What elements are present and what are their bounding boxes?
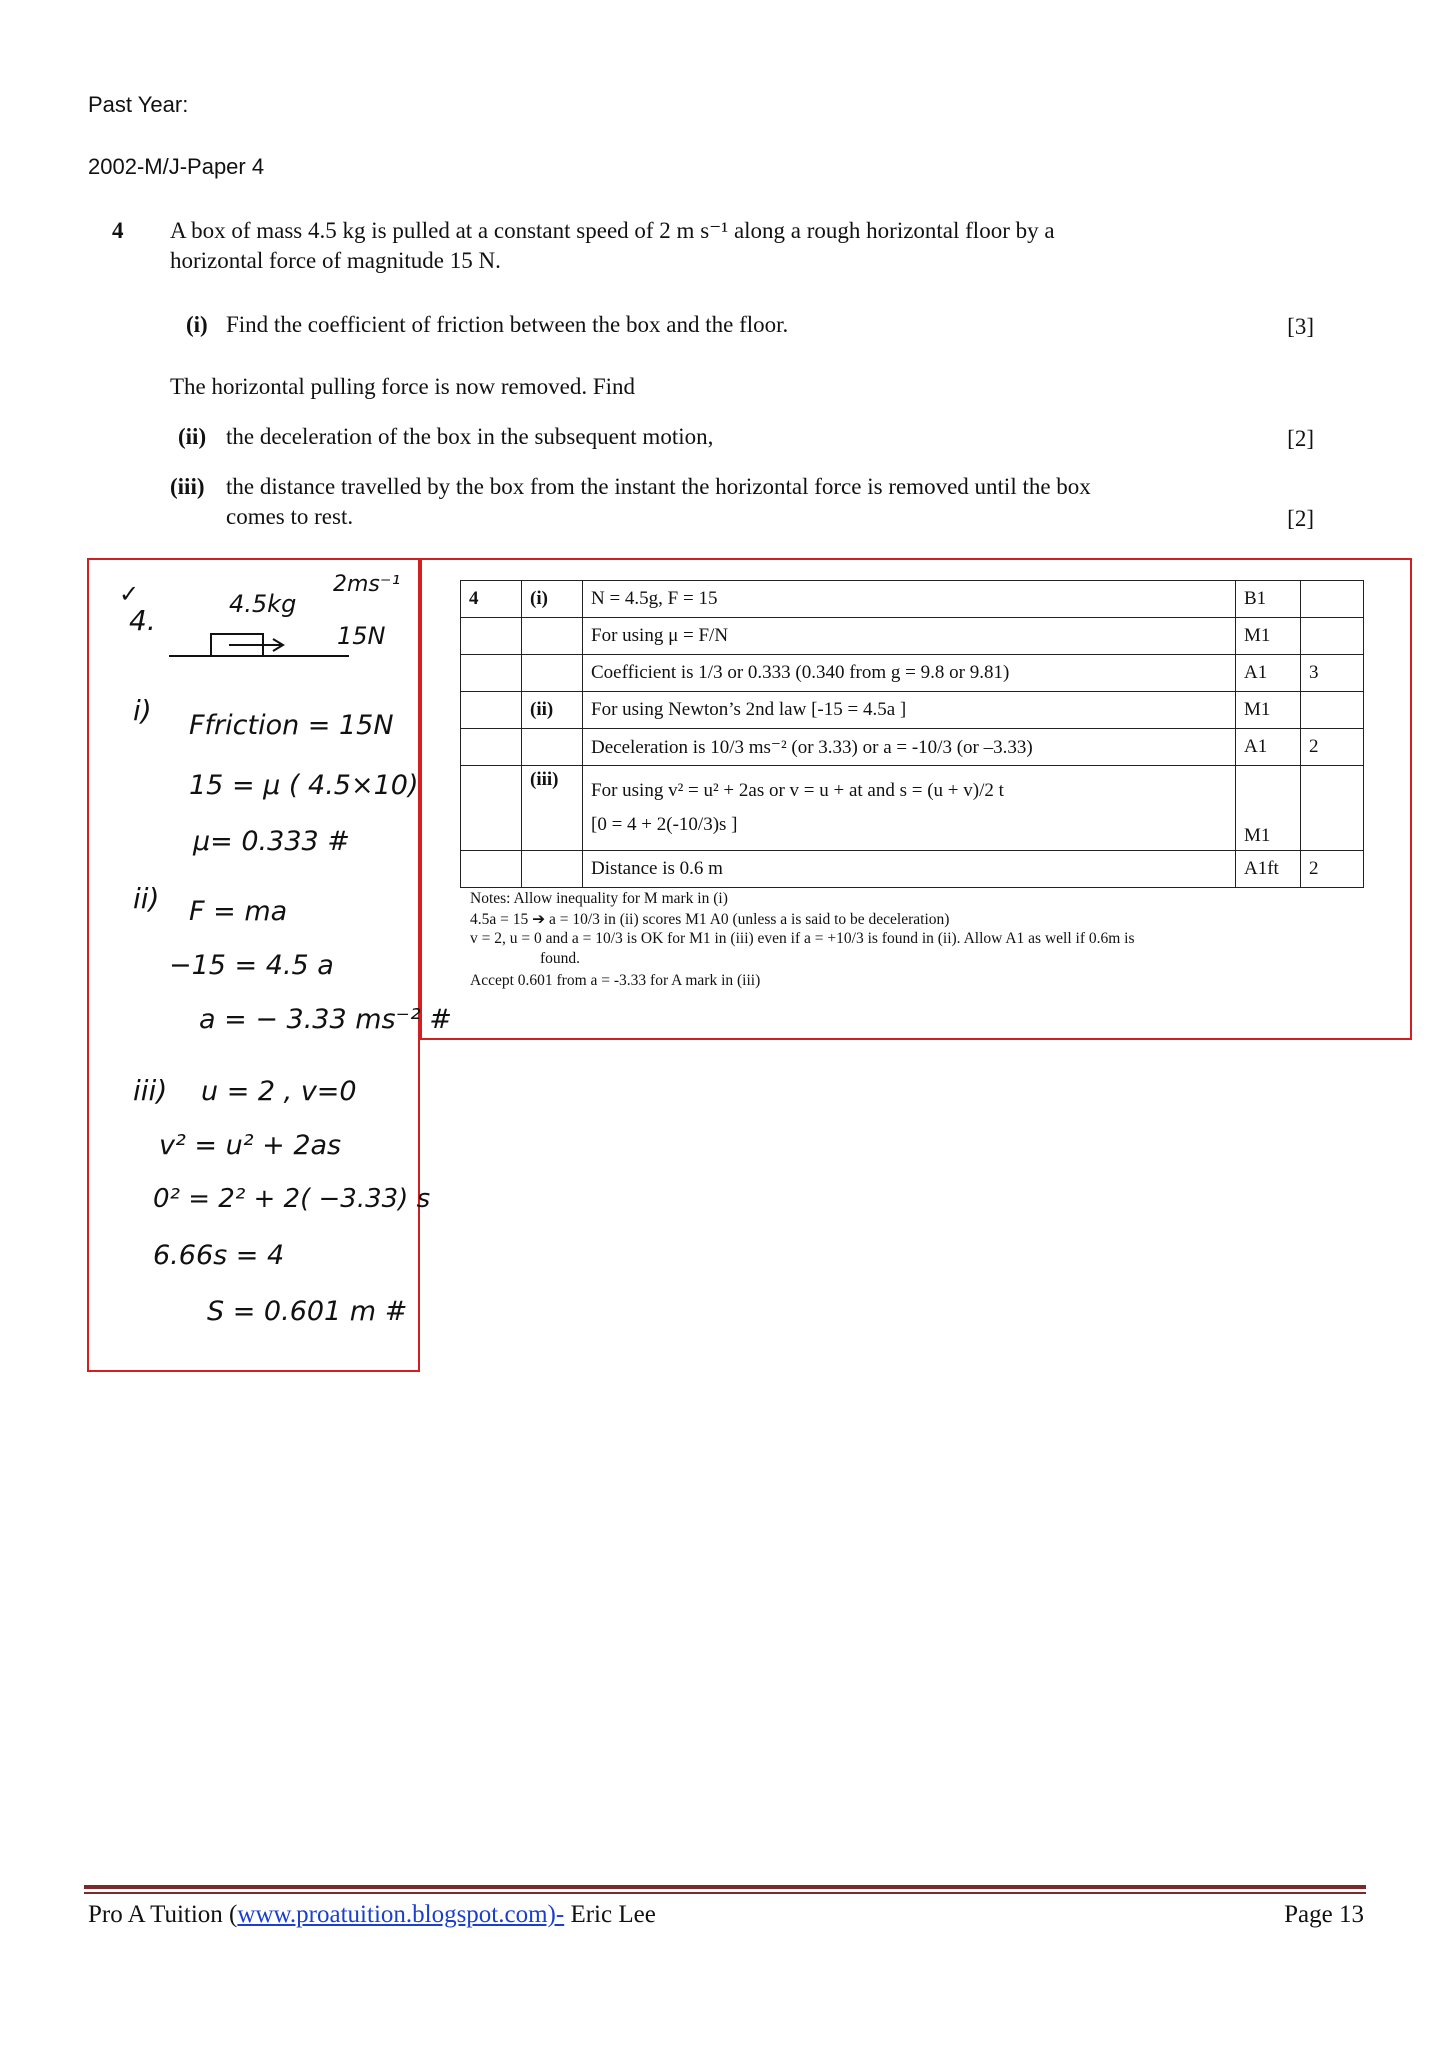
table-row bbox=[461, 655, 1364, 692]
cell-question bbox=[461, 729, 522, 766]
mark-scheme-table bbox=[460, 580, 1364, 888]
diagram-speed-label: 2ms⁻¹ bbox=[333, 572, 401, 597]
cell-mark: M1 bbox=[1236, 618, 1301, 655]
part-iii-text-line1: the distance travelled by the box from the instant the horizontal force is removed until the box bbox=[226, 474, 1091, 499]
part-i-text: Find the coefficient of friction between the box and the floor. bbox=[226, 312, 789, 337]
cell-mark: A1 bbox=[1236, 729, 1301, 766]
cell-text: N = 4.5g, F = 15 bbox=[583, 581, 1236, 618]
working-ii-line2: −15 = 4.5 a bbox=[169, 950, 334, 981]
cell-text: For using μ = F/N bbox=[583, 618, 1236, 655]
cell-question bbox=[461, 851, 522, 888]
note-line: 4.5a = 15 ➔ a = 10/3 in (ii) scores M1 A0 (unless a is said to be deceleration) bbox=[470, 911, 950, 928]
part-iii-text-line2: comes to rest. bbox=[226, 504, 354, 529]
working-iii-line3: 0² = 2² + 2( −3.33) s bbox=[153, 1184, 431, 1214]
cell-question bbox=[461, 692, 522, 729]
footer-brand: Pro A Tuition ( bbox=[88, 1901, 238, 1928]
working-iii-line5: S = 0.601 m # bbox=[207, 1296, 408, 1327]
table-row bbox=[461, 729, 1364, 766]
part-ii-marks: [2] bbox=[1287, 426, 1314, 451]
cell-text: Distance is 0.6 m bbox=[583, 851, 1236, 888]
working-iii-line4: 6.66s = 4 bbox=[153, 1240, 285, 1271]
cell-total: 3 bbox=[1301, 655, 1364, 692]
working-question-number: 4. bbox=[129, 604, 156, 637]
cell-part: (iii) bbox=[522, 766, 583, 851]
part-i-label: (i) bbox=[186, 312, 208, 337]
cell-total bbox=[1301, 766, 1364, 851]
cell-question bbox=[461, 618, 522, 655]
cell-text bbox=[583, 766, 1236, 851]
part-ii-text: the deceleration of the box in the subsequent motion, bbox=[226, 424, 714, 449]
cell-text: For using Newton’s 2nd law [-15 = 4.5a ] bbox=[583, 692, 1236, 729]
question-stem-line2: horizontal force of magnitude 15 N. bbox=[170, 248, 501, 273]
cell-total bbox=[1301, 692, 1364, 729]
working-ii-line1: F = ma bbox=[189, 896, 288, 927]
footer-rule-thick bbox=[84, 1885, 1366, 1889]
cell-total bbox=[1301, 618, 1364, 655]
diagram-mass-label: 4.5kg bbox=[229, 590, 297, 618]
cell-text: Coefficient is 1/3 or 0.333 (0.340 from g = 9.8 or 9.81) bbox=[583, 655, 1236, 692]
table-row bbox=[461, 618, 1364, 655]
cell-question: 4 bbox=[461, 581, 522, 618]
cell-part: (ii) bbox=[522, 692, 583, 729]
table-row bbox=[461, 581, 1364, 618]
working-part-i-label: i) bbox=[133, 694, 152, 727]
cell-part: (i) bbox=[522, 581, 583, 618]
table-row bbox=[461, 692, 1364, 729]
working-i-line1: Ffriction = 15N bbox=[189, 710, 394, 741]
question-intro: The horizontal pulling force is now removed. Find bbox=[170, 374, 636, 399]
footer-rule-thin bbox=[84, 1892, 1366, 1894]
cell-total: 2 bbox=[1301, 851, 1364, 888]
working-part-ii-label: ii) bbox=[133, 882, 160, 915]
tick-mark: ✓ bbox=[119, 580, 140, 608]
cell-question bbox=[461, 766, 522, 851]
question-stem-line1: A box of mass 4.5 kg is pulled at a constant speed of 2 m s⁻¹ along a rough horizontal floor by a bbox=[170, 218, 1055, 243]
part-iii-label: (iii) bbox=[170, 474, 205, 499]
cell-total bbox=[1301, 581, 1364, 618]
note-line: Notes: Allow inequality for M mark in (i) bbox=[470, 890, 728, 907]
part-iii-marks: [2] bbox=[1287, 506, 1314, 531]
cell-question bbox=[461, 655, 522, 692]
cell-mark: A1ft bbox=[1236, 851, 1301, 888]
cell-mark: M1 bbox=[1236, 766, 1301, 851]
table-row bbox=[461, 766, 1364, 851]
note-line: Accept 0.601 from a = -3.33 for A mark in (iii) bbox=[470, 972, 761, 989]
working-iii-line1: u = 2 , v=0 bbox=[201, 1076, 357, 1107]
part-ii-label: (ii) bbox=[178, 424, 207, 449]
footer-page-number: Page 13 bbox=[1284, 1901, 1364, 1928]
footer-left bbox=[88, 1901, 656, 1929]
cell-text-line1: For using v² = u² + 2as or v = u + at and s = (u + v)/2 t bbox=[591, 780, 1004, 801]
part-i-marks: [3] bbox=[1287, 314, 1314, 339]
header-past-year: Past Year: bbox=[88, 92, 189, 117]
cell-part bbox=[522, 729, 583, 766]
cell-text: Deceleration is 10/3 ms⁻² (or 3.33) or a = -10/3 (or –3.33) bbox=[583, 729, 1236, 766]
footer-website-link[interactable]: www.proatuition.blogspot.com)- bbox=[237, 1901, 565, 1928]
cell-part bbox=[522, 851, 583, 888]
working-part-iii-label: iii) bbox=[133, 1074, 168, 1107]
cell-mark: B1 bbox=[1236, 581, 1301, 618]
working-i-line2: 15 = μ ( 4.5×10) bbox=[189, 770, 419, 801]
cell-mark: M1 bbox=[1236, 692, 1301, 729]
cell-total: 2 bbox=[1301, 729, 1364, 766]
diagram-force-label: 15N bbox=[337, 622, 386, 650]
cell-part bbox=[522, 655, 583, 692]
cell-mark: A1 bbox=[1236, 655, 1301, 692]
table-row bbox=[461, 851, 1364, 888]
note-line: v = 2, u = 0 and a = 10/3 is OK for M1 in (iii) even if a = +10/3 is found in (ii). Allow A1 as well if 0.6m is bbox=[470, 930, 1135, 947]
working-iii-line2: v² = u² + 2as bbox=[159, 1130, 342, 1161]
handwritten-working-box bbox=[87, 558, 452, 1372]
header-paper-reference: 2002-M/J-Paper 4 bbox=[88, 154, 265, 179]
cell-part bbox=[522, 618, 583, 655]
question-number: 4 bbox=[112, 218, 124, 243]
footer-author: Eric Lee bbox=[564, 1901, 656, 1928]
working-ii-line3: a = − 3.33 ms⁻² # bbox=[199, 1004, 452, 1035]
cell-text-line2: [0 = 4 + 2(-10/3)s ] bbox=[591, 814, 738, 835]
note-line: found. bbox=[540, 950, 581, 967]
working-i-line3: μ= 0.333 # bbox=[193, 826, 350, 857]
